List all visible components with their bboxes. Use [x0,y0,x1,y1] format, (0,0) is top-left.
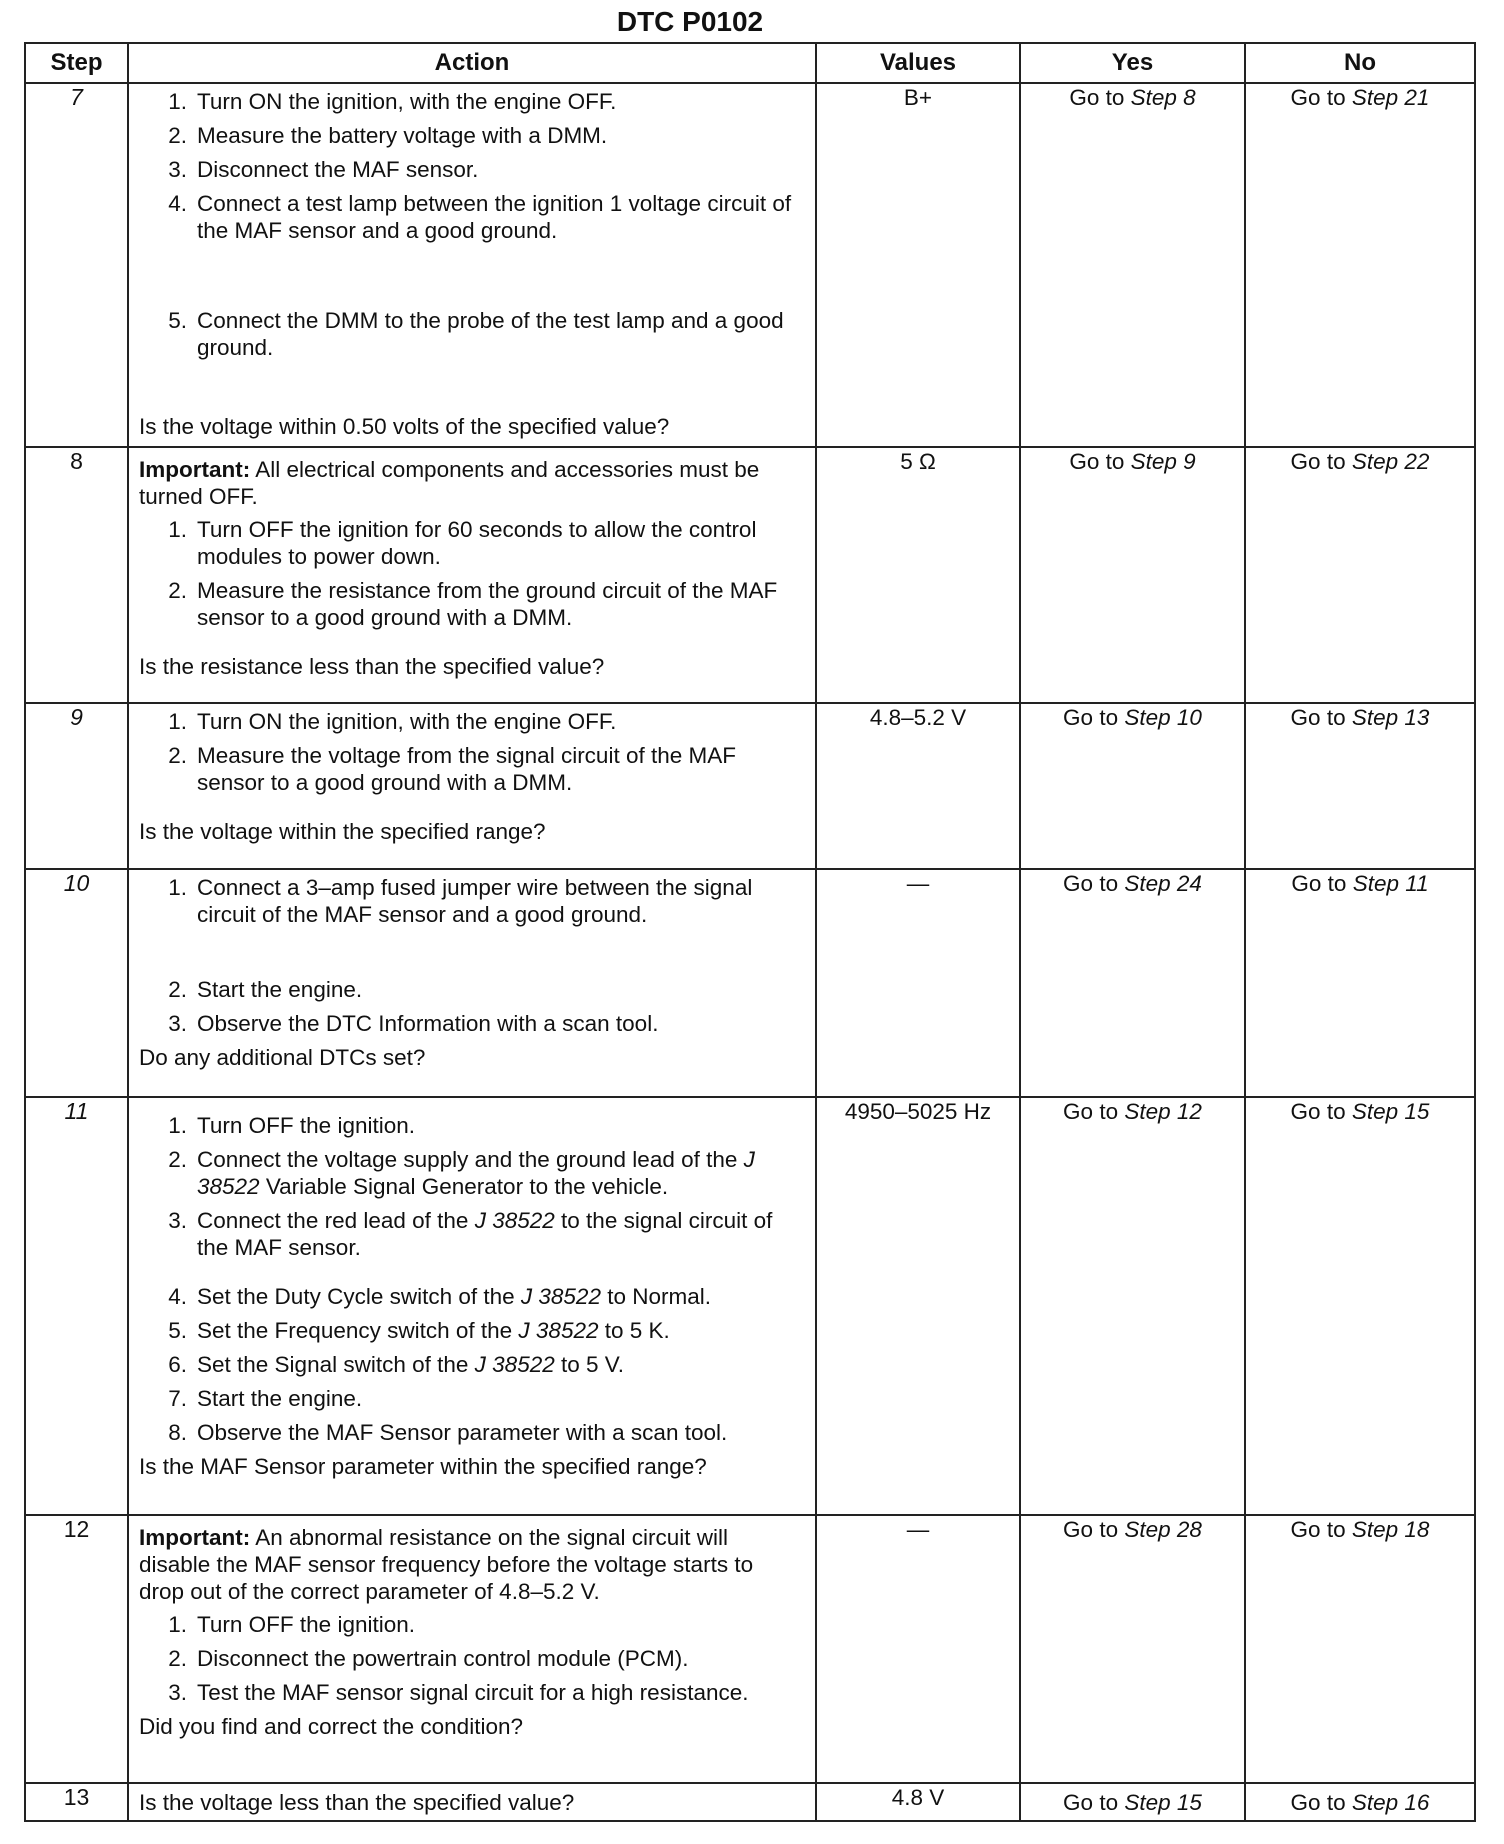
diagnostic-table [24,42,1476,1822]
question-text: Is the voltage within 0.50 volts of the specified value? [139,414,670,439]
question-text: Is the voltage within the specified range? [139,819,546,844]
list-item: 6. Set the Signal switch of the J 38522 to 5 V. [168,1352,624,1377]
list-item: 2. Measure the voltage from the signal circuit of the MAF sensor to a good ground with a DMM. [168,743,736,795]
table-header-row [25,43,1475,83]
step-number: 8 [25,447,128,703]
question-text: Is the MAF Sensor parameter within the specified range? [139,1454,707,1479]
list-item: 8. Observe the MAF Sensor parameter with a scan tool. [168,1420,728,1445]
table-row-step-13 [25,1783,1475,1821]
table-row-step-9 [25,703,1475,869]
yes-cell: Go to Step 15 [1020,1783,1245,1821]
no-cell: Go to Step 16 [1245,1783,1475,1821]
list-item: 1. Turn OFF the ignition. [168,1612,416,1637]
list-item: 5. Connect the DMM to the probe of the test lamp and a good ground. [168,308,784,360]
action-cell [128,1783,816,1821]
no-cell: Go to Step 18 [1245,1515,1475,1783]
values-cell: 4.8–5.2 V [816,703,1020,869]
step-number: 13 [25,1783,128,1821]
yes-cell: Go to Step 12 [1020,1097,1245,1515]
list-item: 2. Start the engine. [168,977,363,1002]
list-item: 2. Connect the voltage supply and the ground lead of the J 38522 Variable Signal Generator to the vehicle. [168,1147,755,1199]
no-cell: Go to Step 15 [1245,1097,1475,1515]
list-item: 1. Connect a 3–amp fused jumper wire between the signal circuit of the MAF sensor and a good ground. [168,875,753,927]
yes-cell: Go to Step 8 [1020,83,1245,447]
values-cell: 5 Ω [816,447,1020,703]
yes-cell: Go to Step 10 [1020,703,1245,869]
yes-cell: Go to Step 24 [1020,869,1245,1097]
step-number: 7 [25,83,128,447]
no-cell: Go to Step 13 [1245,703,1475,869]
values-cell: 4950–5025 Hz [816,1097,1020,1515]
yes-cell: Go to Step 9 [1020,447,1245,703]
yes-cell: Go to Step 28 [1020,1515,1245,1783]
question-text: Is the resistance less than the specified value? [139,654,605,679]
list-item: 4. Set the Duty Cycle switch of the J 38522 to Normal. [168,1284,711,1309]
page-title: DTC P0102 [616,6,764,37]
values-cell: — [816,869,1020,1097]
header-values: Values [816,43,1020,83]
table-row-step-11 [25,1097,1475,1515]
step-number: 10 [25,869,128,1097]
no-cell: Go to Step 11 [1245,869,1475,1097]
action-cell [128,83,816,447]
list-item: 3. Connect the red lead of the J 38522 to the signal circuit of the MAF sensor. [168,1208,773,1260]
list-item: 7. Start the engine. [168,1386,363,1411]
header-yes: Yes [1020,43,1245,83]
list-item: 3. Disconnect the MAF sensor. [168,157,479,182]
list-item: 1. Turn ON the ignition, with the engine OFF. [168,89,617,114]
header-step: Step [25,43,128,83]
action-cell [128,703,816,869]
values-cell: — [816,1515,1020,1783]
list-item: 2. Measure the resistance from the ground circuit of the MAF sensor to a good ground with a DMM. [168,578,778,630]
values-cell: B+ [816,83,1020,447]
list-item: 1. Turn ON the ignition, with the engine OFF. [168,709,617,734]
table-row-step-7 [25,83,1475,447]
step-number: 9 [25,703,128,869]
list-item: 4. Connect a test lamp between the ignition 1 voltage circuit of the MAF sensor and a good ground. [168,191,792,243]
question-text: Do any additional DTCs set? [139,1045,426,1070]
no-cell: Go to Step 22 [1245,447,1475,703]
list-item: 1. Turn OFF the ignition for 60 seconds to allow the control modules to power down. [168,517,757,569]
list-item: 3. Test the MAF sensor signal circuit for a high resistance. [168,1680,749,1705]
action-cell [128,869,816,1097]
step-number: 12 [25,1515,128,1783]
question-text: Did you find and correct the condition? [139,1714,523,1739]
important-note: Important: An abnormal resistance on the signal circuit will disable the MAF sensor frequency before the voltage starts to drop out of the correct parameter of 4.8–5.2 V. [139,1525,754,1604]
values-cell: 4.8 V [816,1783,1020,1821]
table-row-step-12 [25,1515,1475,1783]
step-number: 11 [25,1097,128,1515]
list-item: 2. Disconnect the powertrain control module (PCM). [168,1646,689,1671]
table-row-step-8 [25,447,1475,703]
header-action: Action [128,43,816,83]
table-row-step-10 [25,869,1475,1097]
action-cell [128,1515,816,1783]
list-item: 3. Observe the DTC Information with a scan tool. [168,1011,659,1036]
no-cell: Go to Step 21 [1245,83,1475,447]
important-note: Important: All electrical components and accessories must be turned OFF. [139,457,760,509]
list-item: 5. Set the Frequency switch of the J 38522 to 5 K. [168,1318,670,1343]
list-item: 1. Turn OFF the ignition. [168,1113,416,1138]
question-text: Is the voltage less than the specified value? [139,1789,575,1815]
header-no: No [1245,43,1475,83]
list-item: 2. Measure the battery voltage with a DMM. [168,123,608,148]
action-cell [128,447,816,703]
action-cell [128,1097,816,1515]
